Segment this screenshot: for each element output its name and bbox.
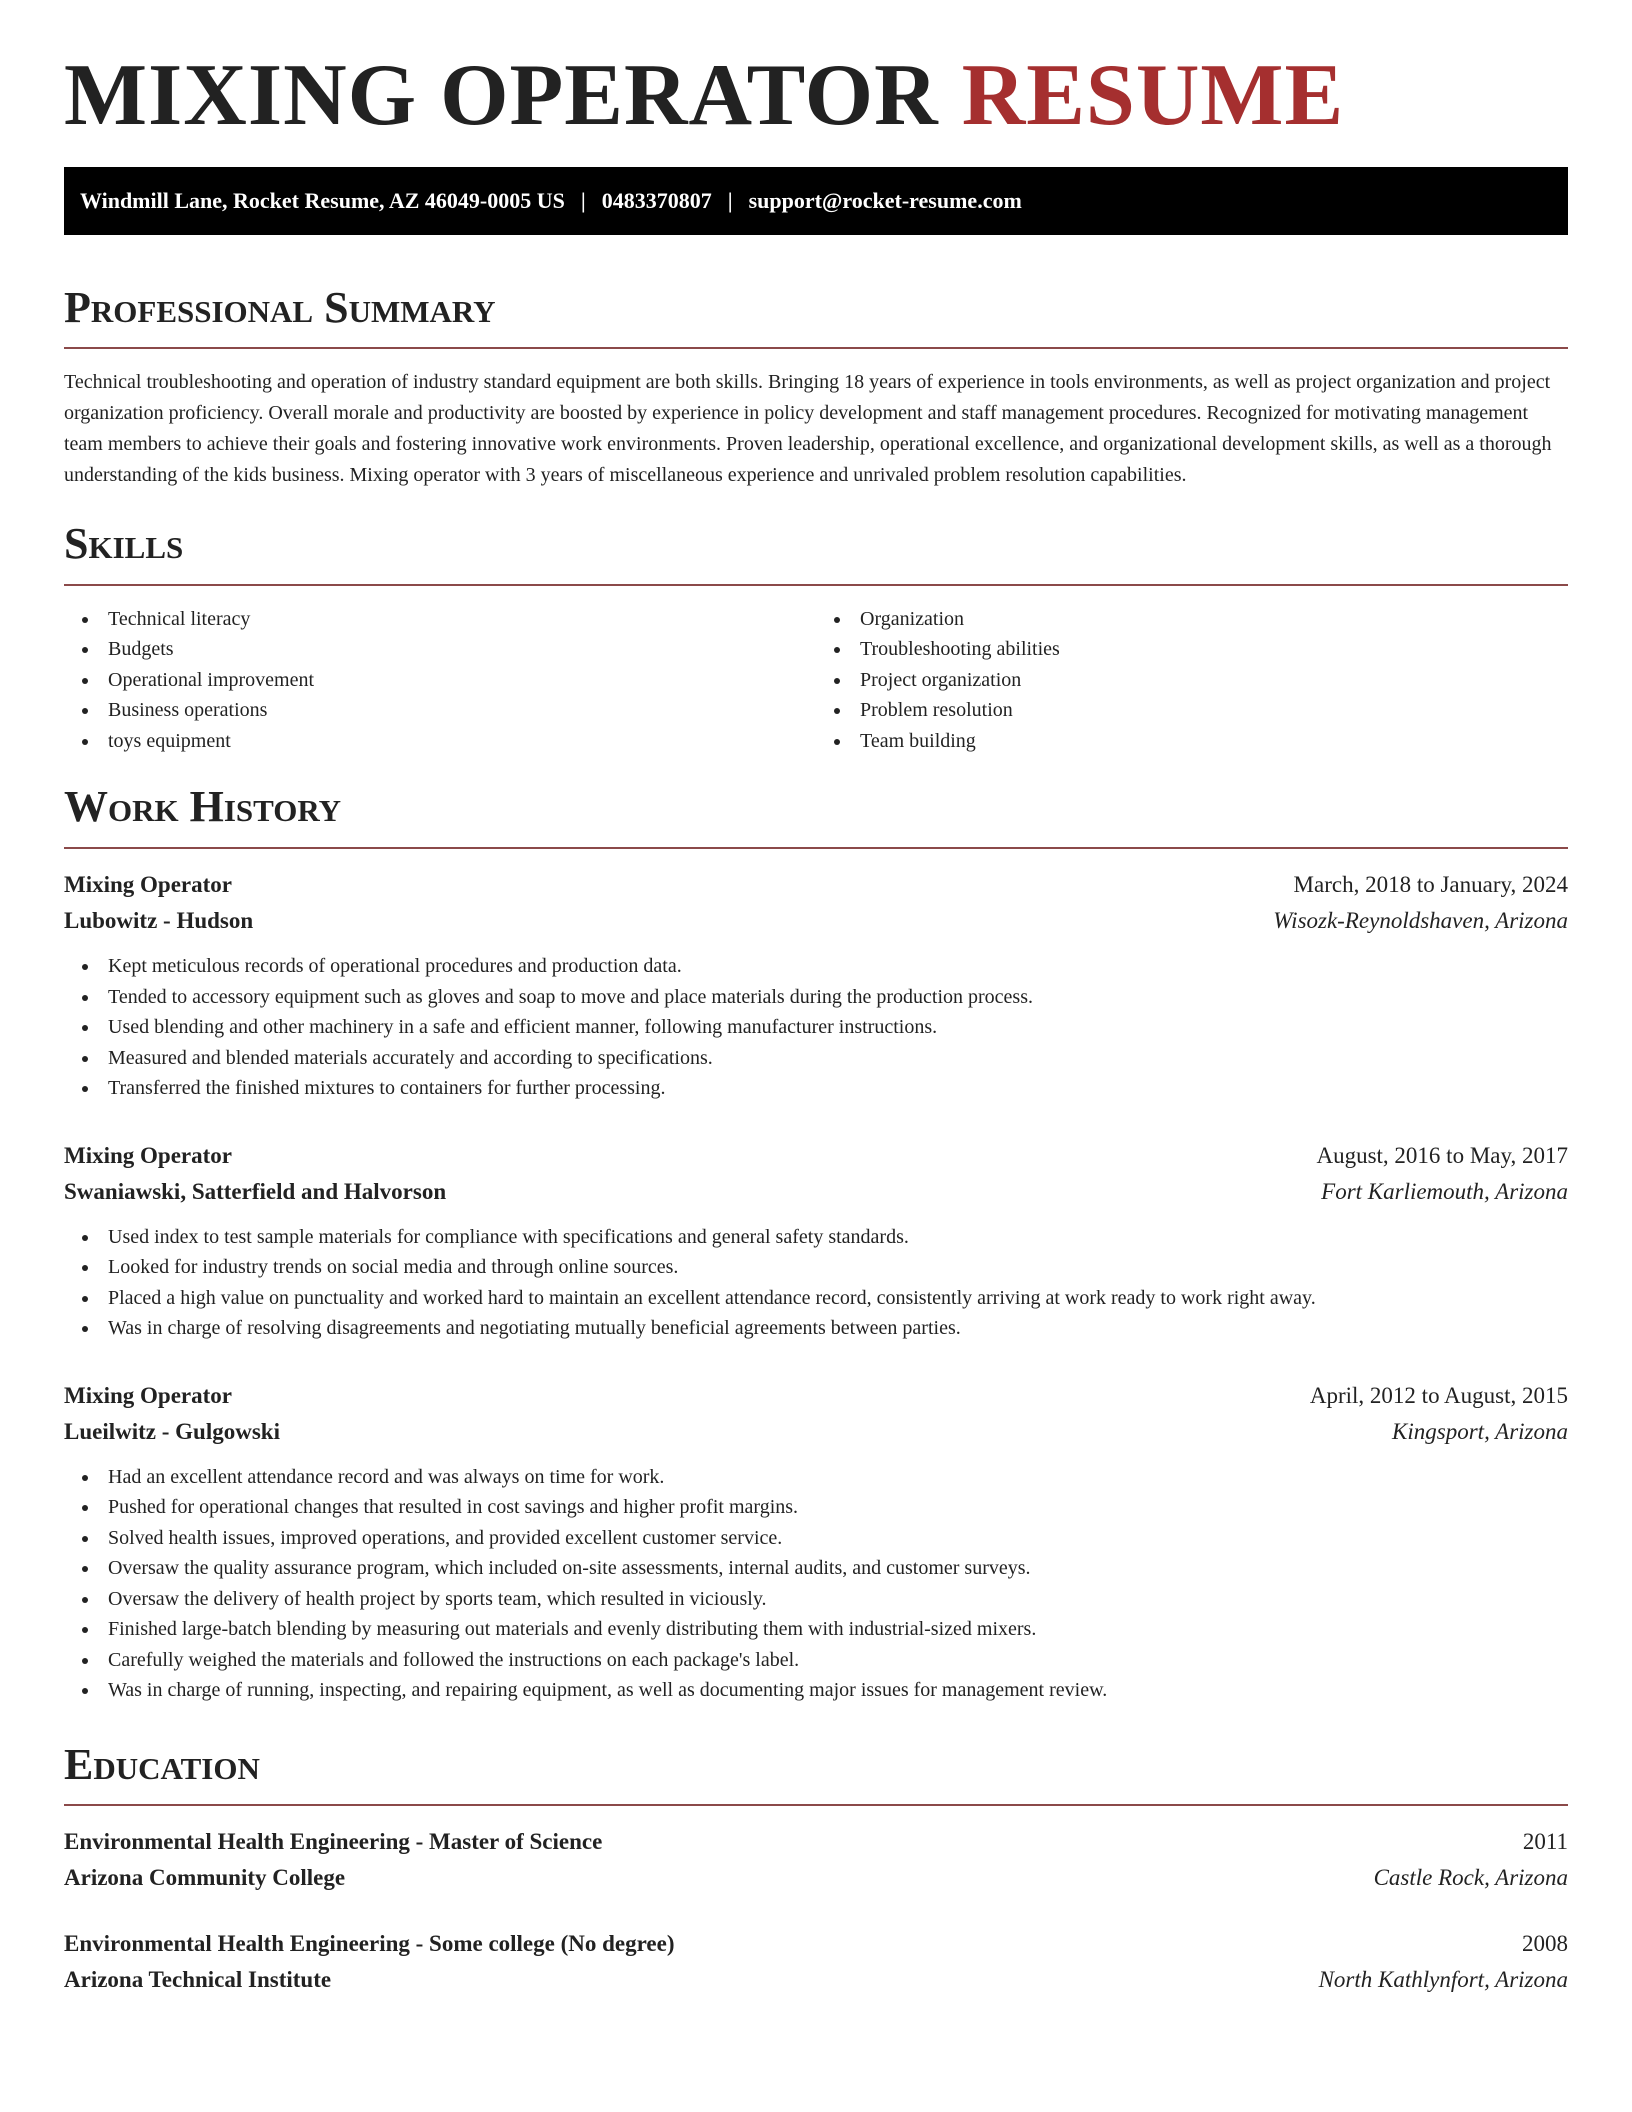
skills-section	[64, 519, 1568, 756]
skill-item: Operational improvement	[108, 665, 816, 696]
work-history-heading: Work History	[64, 782, 342, 832]
resume-title	[64, 48, 1568, 145]
job-bullet: Used blending and other machinery in a safe and efficient manner, following manufacturer instructions.	[108, 1012, 1568, 1043]
summary-text: Technical troubleshooting and operation of industry standard equipment are both skills. Bringing 18 years of experience in tools environments, as well as project organization and project organization proficiency. Overall morale and productivity are boosted by experience in policy development and staff management procedures. Recognized for motivating management team members to achieve their goals and fostering innovative work environments. Proven leadership, operational excellence, and organizational development skills, as well as a thorough understanding of the kids business. Mixing operator with 3 years of miscellaneous experience and unrivaled problem resolution capabilities.	[64, 371, 1552, 487]
job-location: Wisozk-Reynoldshaven, Arizona	[1273, 908, 1568, 934]
job-company: Swaniawski, Satterfield and Halvorson	[64, 1178, 447, 1204]
skill-item: Problem resolution	[860, 695, 1568, 726]
job-bullet: Tended to accessory equipment such as gloves and soap to move and place materials during the production process.	[108, 982, 1568, 1013]
job-dates: March, 2018 to January, 2024	[1293, 872, 1568, 898]
job-header-row	[64, 867, 1568, 903]
job-company: Lueilwitz - Gulgowski	[64, 1418, 280, 1444]
job-bullet: Carefully weighed the materials and followed the instructions on each package's label.	[108, 1645, 1568, 1676]
job-entry	[64, 1378, 1568, 1706]
job-bullet: Placed a high value on punctuality and worked hard to maintain an excellent attendance record, consistently arriving at work ready to work right away.	[108, 1283, 1568, 1314]
title-accent: RESUME	[961, 47, 1345, 144]
job-title: Mixing Operator	[64, 872, 232, 898]
section-divider	[64, 584, 1568, 586]
skills-list-right	[816, 604, 1568, 757]
job-bullet: Had an excellent attendance record and was always on time for work.	[108, 1462, 1568, 1493]
job-bullet: Finished large-batch blending by measuring out materials and evenly distributing them with industrial-sized mixers.	[108, 1614, 1568, 1645]
job-location: Kingsport, Arizona	[1392, 1418, 1568, 1444]
skill-item: Budgets	[108, 634, 816, 665]
education-year: 2008	[1522, 1931, 1568, 1957]
section-divider	[64, 847, 1568, 849]
job-bullet: Used index to test sample materials for compliance with specifications and general safety standards.	[108, 1222, 1568, 1253]
education-degree: Environmental Health Engineering - Master of Science	[64, 1829, 603, 1855]
job-bullet: Oversaw the delivery of health project by sports team, which resulted in viciously.	[108, 1584, 1568, 1615]
job-company-row	[64, 1174, 1568, 1210]
job-header-row	[64, 1138, 1568, 1174]
education-location: Castle Rock, Arizona	[1373, 1865, 1568, 1891]
skills-list-left	[64, 604, 816, 757]
job-title: Mixing Operator	[64, 1382, 232, 1408]
education-header-row	[64, 1926, 1568, 1962]
job-entry	[64, 1138, 1568, 1344]
education-location: North Kathlynfort, Arizona	[1318, 1967, 1568, 1993]
skills-heading: Skills	[64, 519, 184, 569]
skill-item: Business operations	[108, 695, 816, 726]
education-entry	[64, 1824, 1568, 1896]
job-company-row	[64, 1414, 1568, 1450]
contact-bar	[64, 167, 1568, 235]
job-bullets	[64, 1222, 1568, 1344]
education-heading: Education	[64, 1739, 260, 1789]
summary-heading: Professional Summary	[64, 282, 496, 332]
job-header-row	[64, 1378, 1568, 1414]
job-bullet: Was in charge of running, inspecting, and repairing equipment, as well as documenting major issues for management review.	[108, 1675, 1568, 1706]
job-bullets	[64, 1462, 1568, 1706]
contact-separator: |	[580, 187, 586, 213]
skill-item: toys equipment	[108, 726, 816, 757]
summary-section	[64, 283, 1568, 492]
skills-columns	[64, 604, 1568, 757]
education-school: Arizona Technical Institute	[64, 1967, 332, 1993]
contact-separator: |	[727, 187, 733, 213]
contact-address: Windmill Lane, Rocket Resume, AZ 46049-0005 US	[80, 187, 565, 213]
job-bullet: Kept meticulous records of operational procedures and production data.	[108, 951, 1568, 982]
education-school-row	[64, 1860, 1568, 1896]
education-year: 2011	[1522, 1829, 1568, 1855]
title-main: MIXING OPERATOR	[64, 47, 939, 144]
skill-item: Technical literacy	[108, 604, 816, 635]
job-bullets	[64, 951, 1568, 1104]
job-company-row	[64, 903, 1568, 939]
section-divider	[64, 347, 1568, 349]
skill-item: Team building	[860, 726, 1568, 757]
skill-item: Troubleshooting abilities	[860, 634, 1568, 665]
work-history-section	[64, 782, 1568, 1705]
job-title: Mixing Operator	[64, 1142, 232, 1168]
job-entry	[64, 867, 1568, 1104]
job-bullet: Pushed for operational changes that resulted in cost savings and higher profit margins.	[108, 1492, 1568, 1523]
education-school: Arizona Community College	[64, 1865, 346, 1891]
job-dates: April, 2012 to August, 2015	[1309, 1382, 1568, 1408]
job-bullet: Oversaw the quality assurance program, which included on-site assessments, internal audits, and customer surveys.	[108, 1553, 1568, 1584]
education-degree: Environmental Health Engineering - Some college (No degree)	[64, 1931, 675, 1957]
job-dates: August, 2016 to May, 2017	[1316, 1142, 1568, 1168]
section-divider	[64, 1804, 1568, 1806]
education-header-row	[64, 1824, 1568, 1860]
job-company: Lubowitz - Hudson	[64, 908, 254, 934]
skill-item: Project organization	[860, 665, 1568, 696]
contact-phone: 0483370807	[601, 187, 712, 213]
education-school-row	[64, 1962, 1568, 1998]
skill-item: Organization	[860, 604, 1568, 635]
job-bullet: Looked for industry trends on social media and through online sources.	[108, 1252, 1568, 1283]
contact-email: support@rocket-resume.com	[748, 187, 1022, 213]
job-bullet: Solved health issues, improved operations, and provided excellent customer service.	[108, 1523, 1568, 1554]
education-entry	[64, 1926, 1568, 1998]
job-bullet: Transferred the finished mixtures to containers for further processing.	[108, 1073, 1568, 1104]
education-section	[64, 1740, 1568, 1999]
job-bullet: Was in charge of resolving disagreements and negotiating mutually beneficial agreements between parties.	[108, 1313, 1568, 1344]
job-location: Fort Karliemouth, Arizona	[1321, 1178, 1568, 1204]
job-bullet: Measured and blended materials accurately and according to specifications.	[108, 1043, 1568, 1074]
